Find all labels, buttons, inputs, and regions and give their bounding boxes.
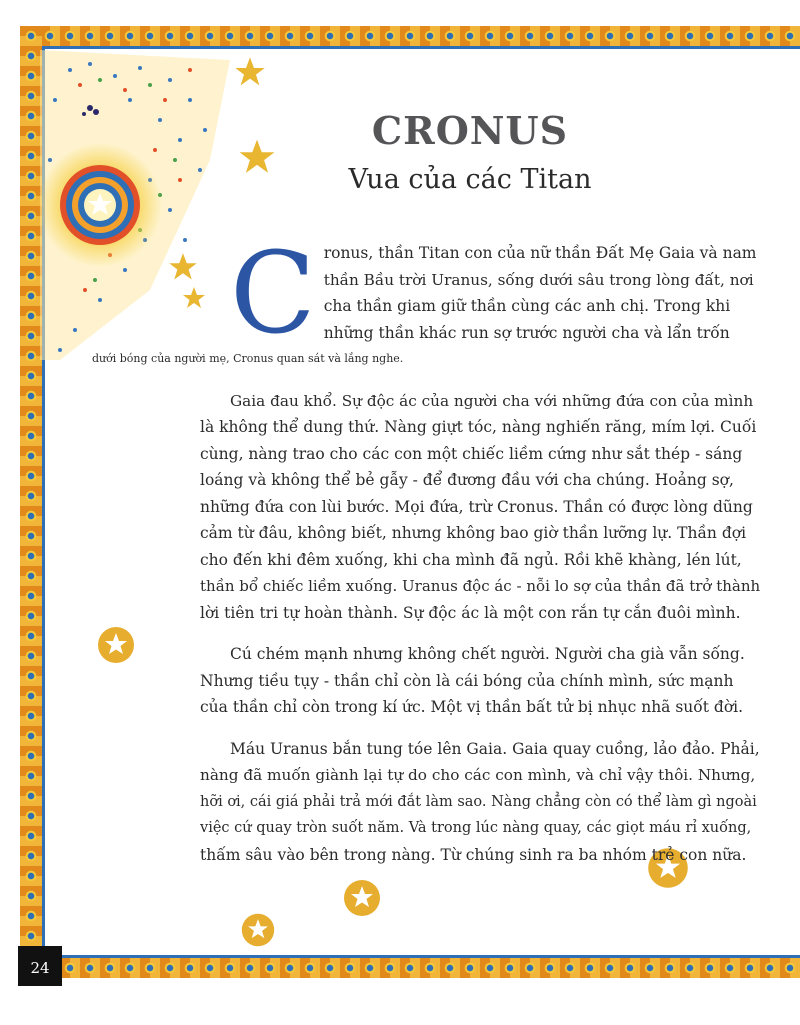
text-line: cho đến khi đêm xuống, khi cha mình đã ngủ. Rồi khẽ khàng, lén lút,: [200, 550, 742, 569]
page-number: 24: [18, 946, 62, 986]
star-icon: [238, 138, 276, 176]
paragraph-4: [200, 736, 760, 869]
text-line: thần Bầu trời Uranus, sống dưới sâu trong lòng đất, nơi: [323, 270, 754, 289]
text-line: thần bổ chiếc liềm xuống. Uranus độc ác - nỗi lo sợ của thần đã trở thành: [200, 577, 761, 595]
text-line: hỡi ơi, cái giá phải trả mới đắt làm sao. Nàng chẳng còn có thể làm gì ngoài: [200, 793, 757, 810]
star-icon: [168, 252, 198, 282]
text-line: lời tiên tri tự hoàn thành. Sự độc ác là một con rắn tự cắn đuôi mình.: [200, 603, 741, 622]
decorative-border-bottom: [20, 958, 800, 978]
star-icon: [234, 56, 266, 88]
paragraph-1: [92, 229, 757, 373]
text-line: dưới bóng của người mẹ, Cronus quan sát và lắng nghe.: [92, 352, 404, 365]
text-line: thấm sâu vào bên trong nàng. Từ chúng sinh ra ba nhóm trẻ con nữa.: [200, 845, 747, 864]
border-inner-line-bottom: [42, 955, 800, 958]
glitter-star-badge-icon: [96, 625, 136, 665]
text-line: việc cứ quay tròn suốt năm. Và trong lúc nàng quay, các giọt máu rỉ xuống,: [200, 820, 752, 836]
text-line: loáng và không thể bẻ gẫy - để đương đầu với cha chúng. Hoảng sợ,: [200, 471, 734, 489]
text-line: là không thể dung thứ. Nàng giựt tóc, nàng nghiến răng, mím lợi. Cuối: [200, 418, 757, 436]
text-line: Nhưng tiều tụy - thần chỉ còn là cái bóng của chính mình, sức mạnh: [200, 671, 734, 690]
text-line: Cú chém mạnh nhưng không chết người. Người cha già vẫn sống.: [230, 645, 745, 663]
page-title: CRONUS: [371, 108, 569, 153]
page-subtitle: Vua của các Titan: [348, 164, 592, 195]
article-body: [92, 229, 761, 883]
text-line: Gaia đau khổ. Sự độc ác của người cha với những đứa con của mình: [230, 391, 754, 410]
glitter-star-badge-icon: [342, 878, 382, 918]
text-line: những thần khác run sợ trước người cha và lẩn trốn: [323, 323, 730, 342]
text-line: cùng, nàng trao cho các con một chiếc liềm cứng như sắt thép - sáng: [200, 444, 743, 463]
paragraph-3: [200, 641, 745, 721]
text-line: cảm từ đâu, không biết, nhưng không bao giờ thần lưỡng lự. Thần đợi: [200, 524, 747, 542]
glitter-star-badge-icon: [240, 912, 276, 948]
drop-cap: C: [230, 229, 316, 359]
sun-swirl-icon: [38, 143, 162, 267]
text-line: Máu Uranus bắn tung tóe lên Gaia. Gaia quay cuồng, lảo đảo. Phải,: [230, 739, 760, 758]
text-line: cha thần giam giữ thần cùng các anh chị. Trong khi: [323, 297, 731, 315]
text-line: những đứa con lùi bước. Mọi đứa, trừ Cronus. Thần có được lòng dũng: [200, 497, 753, 516]
text-line: của thần chỉ còn trong kí ức. Một vị thần bất tử bị nhục nhã suốt đời.: [200, 698, 744, 716]
text-line: ronus, thần Titan con của nữ thần Đất Mẹ Gaia và nam: [323, 244, 757, 262]
paragraph-2: [200, 388, 761, 627]
text-line: nàng đã muốn giành lại tự do cho các con mình, và chỉ vậy thôi. Nhưng,: [200, 766, 756, 784]
